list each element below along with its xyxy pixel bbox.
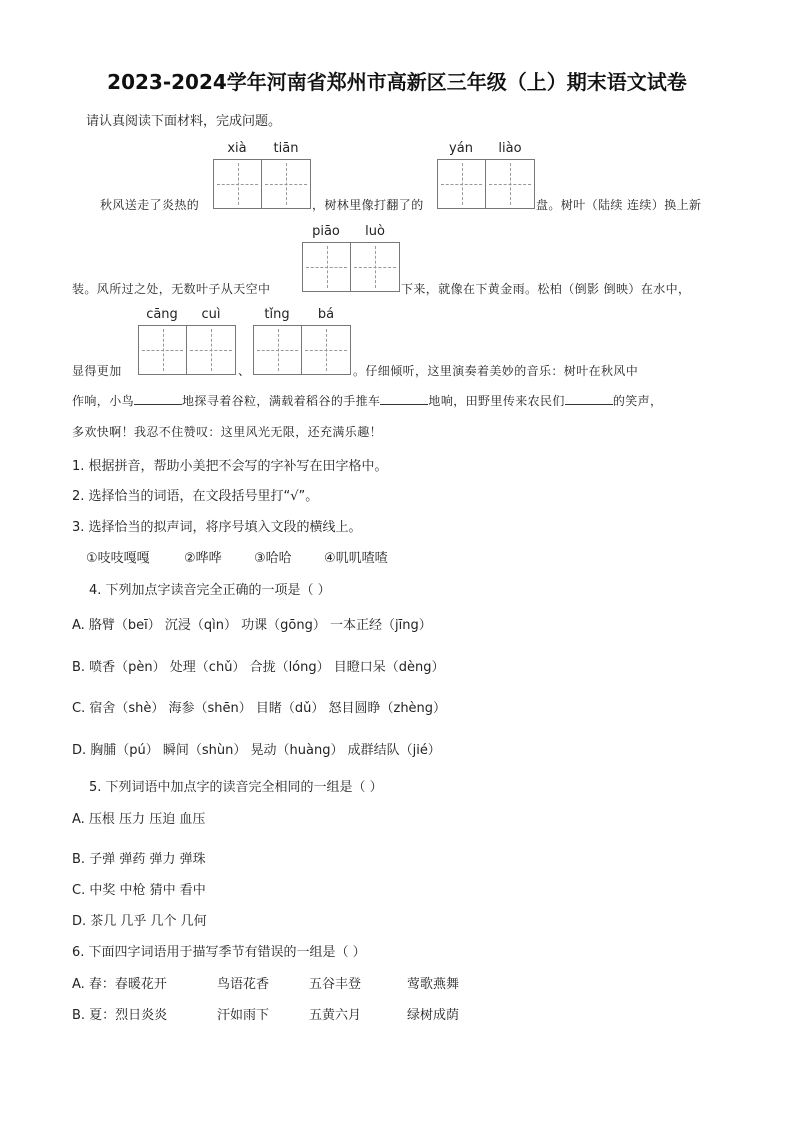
q6-phrase: 五黄六月	[309, 1008, 362, 1023]
tianzi-grid[interactable]	[302, 242, 400, 292]
question-6: 6. 下面四字词语用于描写季节有错误的一组是（ ）	[72, 945, 366, 960]
q3-option: ④叽叽喳喳	[324, 551, 388, 566]
tianzi-grid[interactable]	[253, 325, 351, 375]
pinyin-label: xià	[227, 141, 247, 156]
passage-text: 的笑声，	[612, 394, 663, 408]
pinyin-label: cuì	[201, 307, 221, 322]
pinyin-label: bá	[317, 307, 335, 322]
q4-option-a[interactable]: A. 胳臂（beī） 沉浸（qìn） 功课（gōng） 一本正经（jīng）	[72, 618, 432, 633]
q6-phrase: 五谷丰登	[309, 977, 362, 992]
passage-line	[72, 392, 662, 409]
question-4: 4. 下列加点字读音完全正确的一项是（ ）	[89, 583, 331, 598]
question-5: 5. 下列词语中加点字的读音完全相同的一组是（ ）	[89, 780, 383, 795]
fill-blank[interactable]	[134, 392, 182, 405]
passage-text: 地探寻着谷粒，满载着稻谷的手推车	[182, 394, 381, 408]
passage-text: 地响，田野里传来农民们	[428, 394, 565, 408]
tianzi-grid[interactable]	[213, 159, 311, 209]
passage-line: 显得更加	[72, 364, 122, 378]
q6-phrase: 莺歌燕舞	[407, 977, 460, 992]
pinyin-label: luò	[365, 224, 385, 239]
passage-line: 秋风送走了炎热的	[100, 198, 200, 212]
q6-option-b[interactable]	[72, 1004, 459, 1023]
q5-option-a[interactable]: A. 压根 压力 压迫 血压	[72, 812, 206, 827]
grid-cell[interactable]	[351, 243, 399, 291]
grid-cell[interactable]	[486, 160, 534, 208]
grid-cell[interactable]	[438, 160, 486, 208]
q6-phrase: 鸟语花香	[217, 977, 270, 992]
question-3: 3. 选择恰当的拟声词，将序号填入文段的横线上。	[72, 520, 362, 535]
passage-line: 装。风所过之处，无数叶子从天空中	[72, 282, 271, 296]
q3-option: ②哗哗	[184, 551, 222, 566]
grid-cell[interactable]	[262, 160, 310, 208]
q4-option-d[interactable]: D. 胸脯（pú） 瞬间（shùn） 晃动（huàng） 成群结队（jié）	[72, 743, 441, 758]
pinyin-label: liào	[498, 141, 522, 156]
q3-options	[86, 547, 388, 566]
pinyin-label: tiān	[273, 141, 299, 156]
question-2: 2. 选择恰当的词语，在文段括号里打“√”。	[72, 489, 319, 504]
passage-line: 盘。树叶（陆续 连续）换上新	[536, 198, 702, 212]
fill-blank[interactable]	[565, 392, 613, 405]
q6-phrase: B. 夏：烈日炎炎	[72, 1008, 168, 1023]
passage-line: 、	[238, 364, 251, 378]
passage-line: 下来，就像在下黄金雨。松柏（倒影 倒映）在水中，	[401, 282, 691, 296]
grid-cell[interactable]	[302, 326, 350, 374]
pinyin-label: yán	[449, 141, 473, 156]
pinyin-label: cāng	[146, 307, 178, 322]
grid-cell[interactable]	[187, 326, 235, 374]
q6-phrase: 绿树成荫	[407, 1008, 460, 1023]
pinyin-label: tǐng	[264, 307, 290, 322]
q5-option-b[interactable]: B. 子弹 弹药 弹力 弹珠	[72, 852, 206, 867]
q6-option-a[interactable]	[72, 973, 459, 992]
fill-blank[interactable]	[380, 392, 428, 405]
q6-phrase: 汗如雨下	[217, 1008, 270, 1023]
q5-option-c[interactable]: C. 中奖 中枪 猜中 看中	[72, 883, 206, 898]
q4-option-c[interactable]: C. 宿舍（shè） 海参（shēn） 目睹（dǔ） 怒目圆睁（zhèng）	[72, 701, 447, 716]
grid-cell[interactable]	[303, 243, 351, 291]
q3-option: ③哈哈	[254, 551, 292, 566]
q6-phrase: A. 春：春暖花开	[72, 977, 167, 992]
passage-line: 。仔细倾听，这里演奏着美妙的音乐：树叶在秋风中	[353, 364, 639, 378]
passage-text: 作响，小鸟	[72, 394, 135, 408]
question-1: 1. 根据拼音，帮助小美把不会写的字补写在田字格中。	[72, 459, 388, 474]
grid-cell[interactable]	[214, 160, 262, 208]
passage-line: 多欢快啊！我忍不住赞叹：这里风光无限，还充满乐趣！	[72, 425, 383, 439]
grid-cell[interactable]	[139, 326, 187, 374]
page-title: 2023-2024学年河南省郑州市高新区三年级（上）期末语文试卷	[107, 70, 687, 94]
intro-text: 请认真阅读下面材料，完成问题。	[86, 114, 282, 129]
q5-option-d[interactable]: D. 茶几 几乎 几个 几何	[72, 914, 207, 929]
grid-cell[interactable]	[254, 326, 302, 374]
q4-option-b[interactable]: B. 喷香（pèn） 处理（chǔ） 合拢（lóng） 目瞪口呆（dèng）	[72, 660, 445, 675]
tianzi-grid[interactable]	[437, 159, 535, 209]
pinyin-label: piāo	[312, 224, 340, 239]
passage-line: ，树林里像打翻了的	[312, 198, 424, 212]
tianzi-grid[interactable]	[138, 325, 236, 375]
q3-option: ①吱吱嘎嘎	[86, 551, 150, 566]
